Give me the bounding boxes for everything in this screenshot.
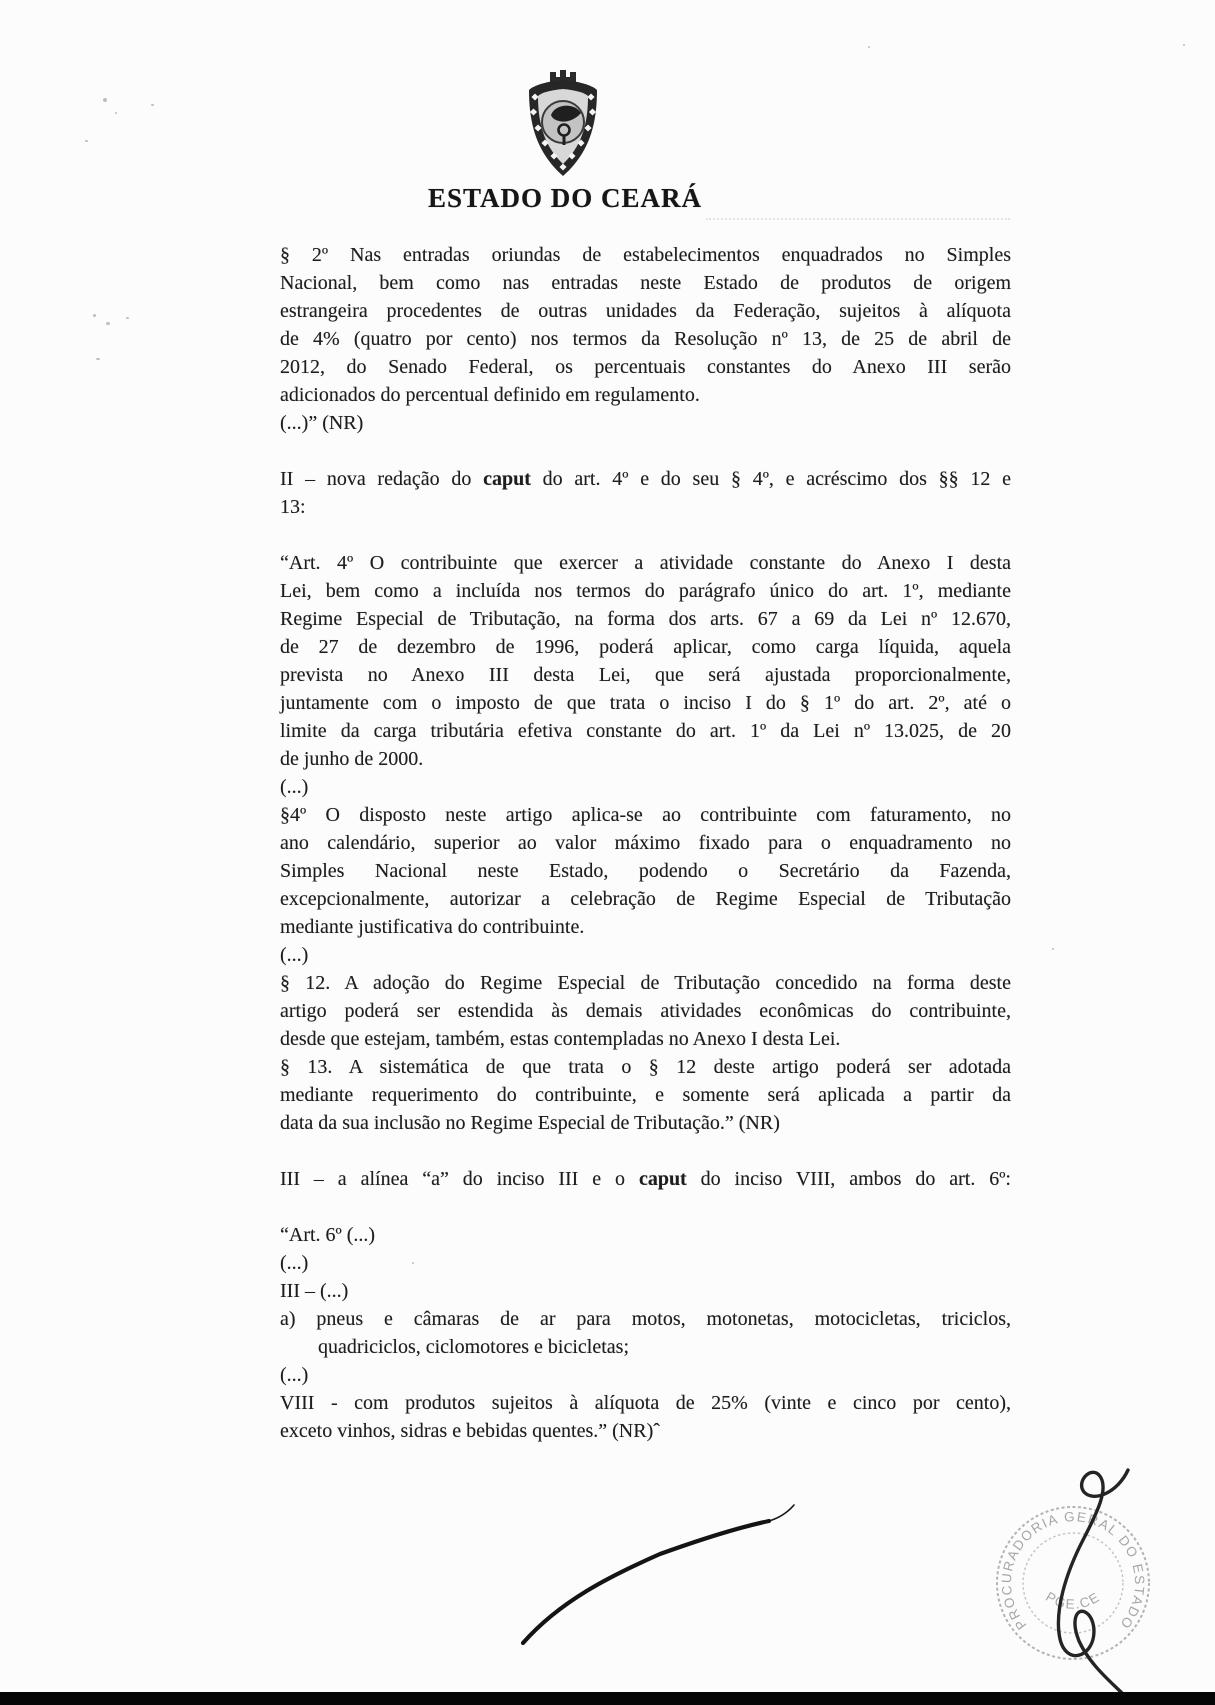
text-line: data da sua inclusão no Regime Especial de Tributação.” (NR) [280,1112,780,1134]
scan-speckle [93,314,96,317]
scan-speckle [151,104,154,106]
text-line: limite da carga tributária efetiva constante do art. 1º da Lei nº 13.025, de 20 [280,720,1011,742]
scan-speckle [106,322,110,325]
text-line: (...) [280,1252,309,1274]
text-line: exceto vinhos, sidras e bebidas quentes.” (NR)ˆ [280,1420,660,1442]
text-line: Simples Nacional neste Estado, podendo o Secretário da Fazenda, [280,860,1011,882]
paragraph [280,465,1011,521]
svg-text:PGE.CE [1043,1589,1103,1612]
text-line: desde que estejam, também, estas contempladas no Anexo I desta Lei. [280,1028,841,1050]
text-line: § 12. A adoção do Regime Especial de Tributação concedido na forma deste [280,972,1011,994]
text-line: artigo poderá ser estendida às demais atividades econômicas do contribuinte, [280,1000,1011,1022]
text-line: (...)” (NR) [280,412,364,434]
text-line: excepcionalmente, autorizar a celebração de Regime Especial de Tributação [280,888,1011,910]
ceara-coat-of-arms-icon [515,66,611,184]
scan-artifact-dotted-trail [706,218,1010,220]
text-line: Lei, bem como a incluída nos termos do parágrafo único do art. 1º, mediante [280,580,1011,602]
text-line: adicionados do percentual definido em regulamento. [280,384,700,406]
text-line: (...) [280,944,309,966]
text-line: juntamente com o imposto de que trata o inciso I do § 1º do art. 2º, até o [280,692,1011,714]
scan-speckle [126,317,129,319]
text-line: de 27 de dezembro de 1996, poderá aplicar, como carga líquida, aquela [280,636,1011,658]
scan-speckle [115,112,117,114]
text-line: § 2º Nas entradas oriundas de estabelecimentos enquadrados no Simples [280,244,1011,266]
text-line: (...) [280,1364,309,1386]
text-line: prevista no Anexo III desta Lei, que será ajustada proporcionalmente, [280,664,1011,686]
text-line: § 13. A sistemática de que trata o § 12 deste artigo poderá ser adotada [280,1056,1011,1078]
page-title: ESTADO DO CEARÁ [428,183,703,213]
paragraph [280,1221,1011,1445]
text-line: mediante justificativa do contribuinte. [280,916,585,938]
scan-speckle [868,46,870,48]
text-line: mediante requerimento do contribuinte, e somente será aplicada a partir da [280,1084,1011,1106]
text-line: quadriciclos, ciclomotores e bicicletas; [318,1336,629,1358]
text-line: de junho de 2000. [280,748,424,770]
scan-speckle [1052,948,1054,950]
text-line: §4º O disposto neste artigo aplica-se ao contribuinte com faturamento, no [280,804,1011,826]
text-line: III – (...) [280,1280,349,1302]
pge-round-stamp [975,1455,1190,1705]
paragraph [280,1165,1011,1193]
scan-speckle [1183,44,1185,46]
paragraph [280,549,1011,1137]
text-line: de 4% (quatro por cento) nos termos da Resolução nº 13, de 25 de abril de [280,328,1011,350]
text-line: “Art. 4º O contribuinte que exercer a atividade constante do Anexo I desta [280,552,1011,574]
stamp-ring-text: PROCURADORIA GERAL DO ESTADO [998,1509,1148,1633]
text-line: Regime Especial de Tributação, na forma dos arts. 67 a 69 da Lei nº 12.670, [280,608,1011,630]
text-line: III – a alínea “a” do inciso III e o caput do inciso VIII, ambos do art. 6º: [280,1168,1011,1190]
text-line: 13: [280,496,306,518]
scan-edge-bar [0,1692,1215,1705]
scan-speckle [96,358,100,360]
signature-scrawl [1058,1470,1128,1696]
stamp-footer-text: PGE.CE [1043,1588,1103,1612]
scan-speckle [412,1262,414,1264]
paragraph [280,241,1011,437]
text-line: estrangeira procedentes de outras unidades da Federação, sujeitos à alíquota [280,300,1011,322]
text-line: ano calendário, superior ao valor máximo fixado para o enquadramento no [280,832,1011,854]
text-line: 2012, do Senado Federal, os percentuais constantes do Anexo III serão [280,356,1011,378]
pen-stroke-mark [480,1495,810,1665]
text-line: II – nova redação do caput do art. 4º e do seu § 4º, e acréscimo dos §§ 12 e [280,468,1011,490]
text-line: (...) [280,776,309,798]
scan-speckle [85,140,88,142]
text-line: “Art. 6º (...) [280,1224,376,1246]
text-line: a) pneus e câmaras de ar para motos, motonetas, motocicletas, triciclos, [280,1308,1011,1330]
text-line: VIII - com produtos sujeitos à alíquota de 25% (vinte e cinco por cento), [280,1392,1011,1414]
scan-speckle [103,98,107,102]
legal-text-block [280,241,1011,1445]
text-line: Nacional, bem como nas entradas neste Estado de produtos de origem [280,272,1011,294]
